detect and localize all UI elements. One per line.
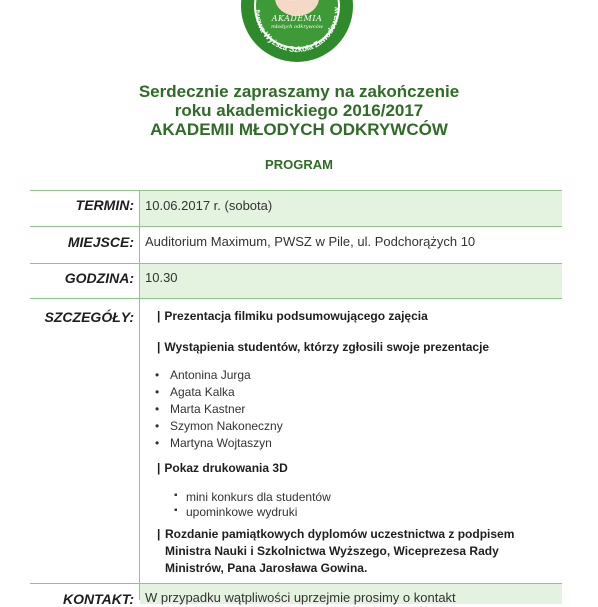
- godzina-cell: [140, 264, 562, 298]
- student-item: • Martyna Wojtaszyn: [170, 436, 272, 450]
- student-item: • Antonina Jurga: [170, 368, 251, 382]
- detail-item-4: | Rozdanie pamiątkowych dyplomów uczestnictwa z podpisem Ministra Nauki i Szkolnictwa Wyższego, Wiceprezesa Rady Ministrów, Pana Jarosława Gowina.: [157, 526, 557, 577]
- miejsce-label: MIEJSCE:: [67, 234, 134, 250]
- godzina-label: GODZINA:: [64, 270, 134, 286]
- svg-text:Państwowa Wyższa Szkoła Zawodo: twowa Wyższa Szkoła Zawodowa w: [252, 7, 342, 55]
- termin-label: TERMIN:: [75, 197, 134, 213]
- miejsce-value: Auditorium Maximum, PWSZ w Pile, ul. Podchorążych 10: [145, 234, 476, 249]
- heading-line-2: roku akademickiego 2016/2017: [174, 101, 424, 120]
- invitation-heading: [0, 82, 598, 139]
- godzina-value: 10.30: [145, 270, 178, 285]
- termin-value: 10.06.2017 r. (sobota): [145, 198, 273, 213]
- termin-cell: [140, 191, 562, 226]
- row-rule: [30, 298, 562, 299]
- student-item: • Szymon Nakoneczny: [170, 419, 283, 433]
- print-bullet-item: ▪ mini konkurs dla studentów: [186, 490, 331, 504]
- detail-item-3: | Pokaz drukowania 3D: [157, 461, 288, 475]
- detail-item-4-line-1: Rozdanie pamiątkowych dyplomów uczestnictwa z podpisem: [165, 527, 515, 541]
- print-bullet-item: ▪ upominkowe wydruki: [186, 505, 297, 519]
- heading-line-1: Serdecznie zapraszamy na zakończenie: [138, 82, 460, 101]
- logo-arc-text: [241, 0, 353, 62]
- detail-item-1: | Prezentacja filmiku podsumowującego zajęcia: [157, 309, 428, 323]
- program-title: PROGRAM: [265, 157, 333, 172]
- miejsce-cell: [140, 227, 562, 263]
- detail-item-4-line-2: Ministra Nauki i Szkolnictwa Wyższego, Wiceprezesa Rady: [165, 544, 499, 558]
- heading-line-3: AKADEMII MŁODYCH ODKRYWCÓW: [150, 120, 448, 139]
- detail-item-4-line-3: Ministrów, Pana Jarosława Gowina.: [165, 561, 368, 575]
- akademia-logo: [241, 0, 353, 62]
- szczegoly-label: SZCZEGÓŁY:: [44, 309, 134, 325]
- detail-item-2: | Wystąpienia studentów, którzy zgłosili swoje prezentacje: [157, 340, 490, 354]
- student-item: • Agata Kalka: [170, 385, 235, 399]
- student-item: • Marta Kastner: [170, 402, 245, 416]
- logo-name: AKADEMIA: [271, 14, 323, 23]
- kontakt-cell: [140, 584, 562, 604]
- kontakt-label: KONTAKT:: [62, 591, 134, 607]
- logo-subtitle: młodych odkrywców: [271, 24, 323, 30]
- kontakt-value: W przypadku wątpliwości uprzejmie prosimy o kontakt: [145, 590, 456, 605]
